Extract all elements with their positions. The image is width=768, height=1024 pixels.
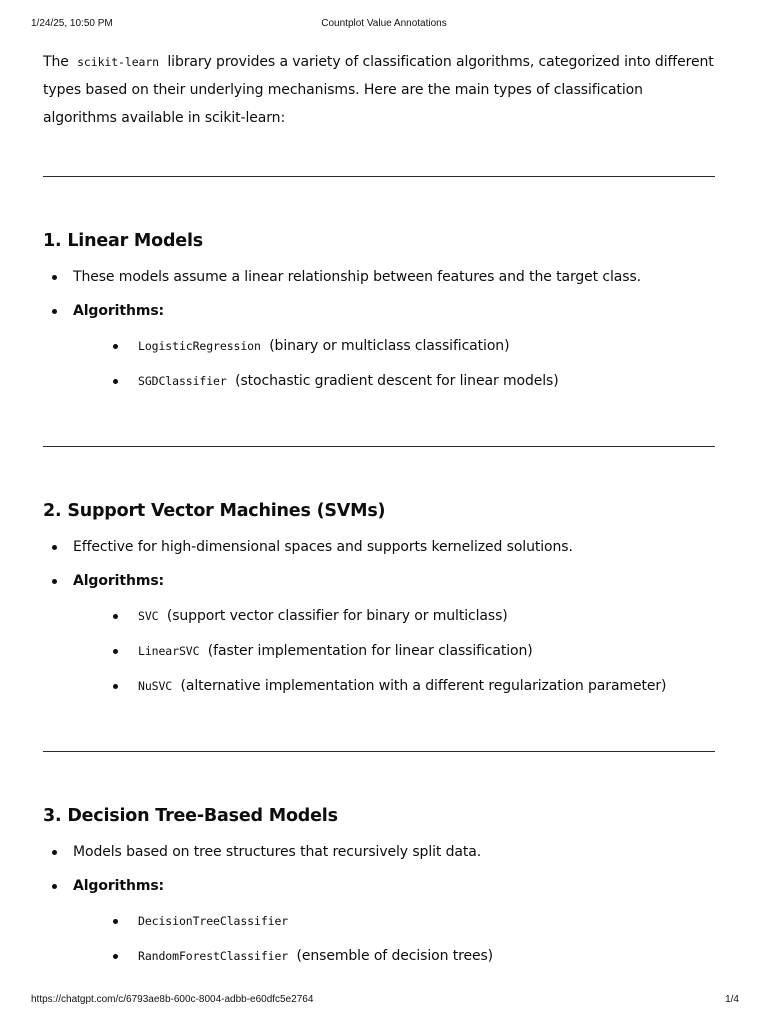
print-page-number: 1/4 [725,994,739,1005]
print-footer [0,994,768,1008]
list-item-description [43,267,715,287]
algorithm-item [73,606,715,626]
section-heading: 3. Decision Tree-Based Models [43,806,338,826]
list-item-algorithms [43,301,715,391]
section-divider [43,176,715,177]
algorithm-note: (binary or multiclass classification) [269,338,510,354]
algorithm-list [73,606,715,696]
algorithm-code: LogisticRegression [138,339,261,353]
description-text: Effective for high-dimensional spaces and supports kernelized solutions. [73,539,573,555]
algorithm-item [73,336,715,356]
algorithm-code: RandomForestClassifier [138,949,289,963]
algorithm-code: NuSVC [138,679,173,693]
algorithm-item [73,641,715,661]
algorithms-label: Algorithms: [73,573,165,589]
description-text: Models based on tree structures that recursively split data. [73,844,482,860]
algorithm-list [73,336,715,391]
algorithm-item [73,371,715,391]
algorithm-code: SGDClassifier [138,374,227,388]
algorithms-label: Algorithms: [73,303,165,319]
algorithm-item [73,946,715,966]
intro-paragraph [43,48,715,132]
section-divider [43,751,715,752]
algorithm-note: (ensemble of decision trees) [296,948,494,964]
algorithm-note: (alternative implementation with a different regularization parameter) [180,678,667,694]
intro-after: library provides a variety of classification algorithms, categorized into different types based on their underlying mechanisms. Here are the main types of classification algorithms available in scikit-learn: [43,54,714,126]
list-item-description [43,537,715,557]
section-svms [43,446,715,696]
section-heading: 1. Linear Models [43,231,203,251]
section-decision-trees [43,751,715,966]
algorithm-item [73,911,715,931]
print-page-title: Countplot Value Annotations [321,18,447,29]
print-url: https://chatgpt.com/c/6793ae8b-600c-8004-adbb-e60dfc5e2764 [31,994,314,1005]
algorithm-code: SVC [138,609,159,623]
list-item-algorithms [43,876,715,966]
print-datetime: 1/24/25, 10:50 PM [31,18,113,29]
algorithm-code: DecisionTreeClassifier [138,914,289,928]
section-divider [43,446,715,447]
section-list [43,267,715,391]
section-heading: 2. Support Vector Machines (SVMs) [43,501,386,521]
list-item-algorithms [43,571,715,696]
description-text: These models assume a linear relationship between features and the target class. [73,269,642,285]
algorithms-label: Algorithms: [73,878,165,894]
section-linear-models [43,176,715,391]
algorithm-code: LinearSVC [138,644,200,658]
algorithm-item [73,676,715,696]
algorithm-note: (faster implementation for linear classification) [207,643,533,659]
intro-block [43,48,715,132]
print-header [0,18,768,32]
intro-code: scikit-learn [77,55,159,69]
algorithm-note: (stochastic gradient descent for linear models) [235,373,559,389]
section-list [43,537,715,696]
list-item-description [43,842,715,862]
intro-before: The [43,54,69,70]
section-list [43,842,715,966]
algorithm-list [73,911,715,966]
algorithm-note: (support vector classifier for binary or multiclass) [166,608,508,624]
